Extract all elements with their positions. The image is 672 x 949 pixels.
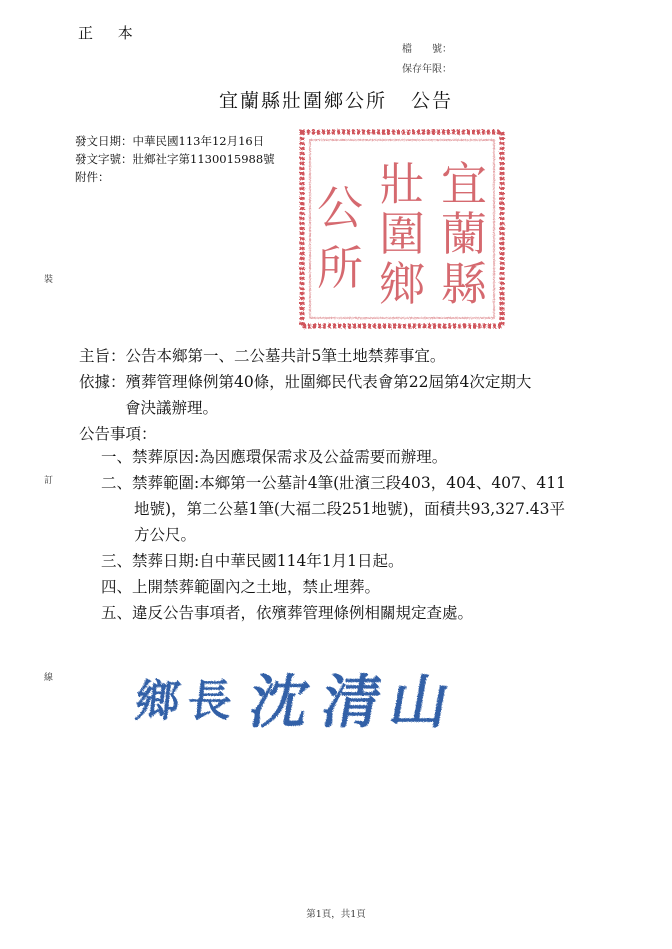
svg-text:縣: 縣 [441,257,487,311]
item-number: 二、 [101,474,133,492]
item-text: 禁葬範圍:本鄉第一公墓計4筆(壯濱三段403，404、407、411 [132,474,566,492]
svg-text:宜: 宜 [441,157,487,211]
subject-text: 公告本鄉第一、二公墓共計5筆土地禁葬事宜。 [125,347,446,365]
list-item [101,600,473,626]
list-item [101,470,566,496]
list-item [101,574,380,600]
issue-number: 發文字號：壯鄉社字第1130015988號 [75,152,275,166]
file-number-label: 檔 號： [402,44,452,55]
item-text: 違反公告事項者，依殯葬管理條例相關規定查處。 [132,604,474,622]
item-text: 禁葬原因:為因應環保需求及公益需要而辦理。 [132,448,448,466]
document-type: 公告 [411,90,454,112]
svg-text:山: 山 [384,668,455,736]
basis-row [79,369,531,395]
item-text: 上開禁葬範圍內之土地，禁止埋葬。 [132,578,381,596]
basis-label: 依據： [79,373,126,391]
item-text-continuation: 方公尺。 [134,526,197,544]
binding-mark-line: 線 [44,673,54,683]
svg-text:圍: 圍 [379,207,425,261]
svg-text:鄉: 鄉 [379,257,425,311]
retention-label: 保存年限： [402,64,452,75]
subject-label: 主旨： [79,347,126,365]
official-seal-stamp [296,126,508,332]
mayor-signature-stamp [132,660,460,740]
agency-name: 宜蘭縣壯圍鄉公所 [218,90,387,112]
svg-text:清: 清 [316,668,387,736]
issue-date: 發文日期：中華民國113年12月16日 [75,134,265,148]
item-text: 禁葬日期:自中華民國114年1月1日起。 [132,552,404,570]
page-number: 第1頁，共1頁 [306,909,366,920]
svg-text:長: 長 [184,676,235,727]
list-item [101,444,447,470]
copy-label: 正 本 [78,24,143,42]
binding-mark-staple: 訂 [44,476,54,486]
item-number: 四、 [101,578,133,596]
svg-text:所: 所 [317,241,363,295]
basis-text-line-2: 會決議辦理。 [125,399,219,417]
attachment-label: 附件： [75,170,110,184]
issue-info [75,132,275,186]
item-number: 五、 [101,604,133,622]
binding-mark-bind: 裝 [44,275,54,285]
svg-text:蘭: 蘭 [441,207,487,261]
basis-text-line-1: 殯葬管理條例第40條，壯圍鄉民代表會第22屆第4次定期大 [125,373,532,391]
items-heading: 公告事項： [79,425,157,443]
svg-text:壯: 壯 [379,157,425,211]
item-number: 一、 [101,448,133,466]
item-number: 三、 [101,552,133,570]
svg-text:鄉: 鄉 [132,676,183,727]
item-text-continuation: 地號)，第二公墓1筆(大福二段251地號)，面積共93,327.43平 [134,500,565,518]
list-item [101,548,404,574]
document-title [0,86,672,113]
svg-text:公: 公 [317,181,363,235]
subject-row [79,343,445,369]
svg-text:沈: 沈 [244,668,315,736]
